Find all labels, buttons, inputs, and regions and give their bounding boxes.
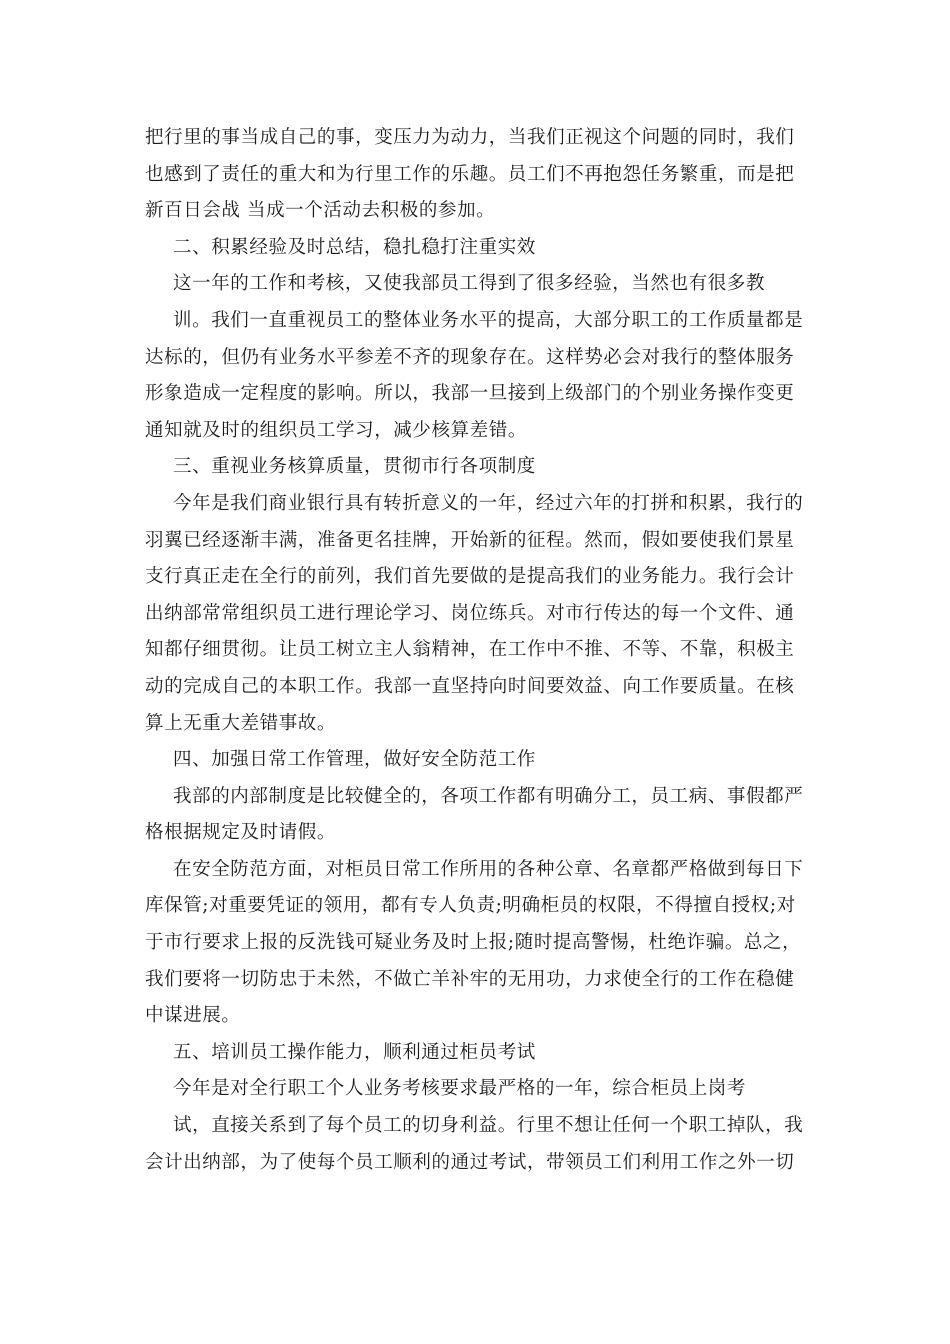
text-line: 也感到了责任的重大和为行里工作的乐趣。员工们不再抱怨任务繁重，而是把 (145, 163, 795, 185)
text-line: 训。我们一直重视员工的整体业务水平的提高，大部分职工的工作质量都是 (173, 309, 804, 331)
text-line: 支行真正走在全行的前列，我们首先要做的是提高我们的业务能力。我行会计 (145, 566, 795, 588)
text-line: 于市行要求上报的反洗钱可疑业务及时上报;随时提高警惕，杜绝诈骗。总之， (145, 932, 802, 954)
text-line: 库保管;对重要凭证的领用，都有专人负责;明确柜员的权限，不得擅自授权;对 (145, 895, 796, 917)
text-line: 今年是对全行职工个人业务考核要求最严格的一年，综合柜员上岗考 (173, 1078, 747, 1100)
text-line: 试，直接关系到了每个员工的切身利益。行里不想让任何一个职工掉队，我 (173, 1115, 804, 1137)
text-line: 我部的内部制度是比较健全的，各项工作都有明确分工，员工病、事假都严 (173, 785, 804, 807)
text-line: 会计出纳部，为了使每个员工顺利的通过考试，带领员工们利用工作之外一切 (145, 1151, 795, 1173)
text-line: 在安全防范方面，对柜员日常工作所用的各种公章、名章都严格做到每日下 (173, 858, 804, 880)
text-line: 今年是我们商业银行具有转折意义的一年，经过六年的打拼和积累，我行的 (173, 492, 804, 514)
document-body (145, 120, 810, 1181)
text-line: 羽翼已经逐渐丰满，准备更名挂牌，开始新的征程。然而，假如要使我们景星 (145, 529, 795, 551)
text-line: 把行里的事当成自己的事，变压力为动力，当我们正视这个问题的同时，我们 (145, 127, 795, 148)
text-line: 动的完成自己的本职工作。我部一直坚持向时间要效益、向工作要质量。在核 (145, 675, 795, 697)
text-line: 通知就及时的组织员工学习，减少核算差错。 (145, 419, 528, 441)
text-line: 知都仔细贯彻。让员工树立主人翁精神，在工作中不推、不等、不靠，积极主 (145, 639, 795, 661)
text-line: 格根据规定及时请假。 (145, 822, 337, 844)
text-line: 我们要将一切防忠于未然，不做亡羊补牢的无用功，力求使全行的工作在稳健 (145, 968, 795, 990)
text-line: 这一年的工作和考核，又使我部员工得到了很多经验，当然也有很多教 (173, 273, 766, 295)
text-line: 中谋进展。 (145, 1005, 241, 1027)
text-line: 达标的，但仍有业务水平参差不齐的现象存在。这样势必会对我行的整体服务 (145, 346, 795, 368)
text-line: 三、重视业务核算质量，贯彻市行各项制度 (173, 456, 536, 478)
text-line: 二、积累经验及时总结，稳扎稳打注重实效 (173, 236, 536, 258)
text-line: 算上无重大差错事故。 (145, 712, 337, 734)
text-line: 五、培训员工操作能力，顺利通过柜员考试 (173, 1041, 536, 1063)
text-line: 出纳部常常组织员工进行理论学习、岗位练兵。对市行传达的每一个文件、通 (145, 602, 795, 624)
text-line: 四、加强日常工作管理，做好安全防范工作 (173, 749, 536, 771)
text-line: 新百日会战 当成一个活动去积极的参加。 (145, 200, 496, 222)
text-line: 形象造成一定程度的影响。所以，我部一旦接到上级部门的个别业务操作变更 (145, 383, 795, 405)
